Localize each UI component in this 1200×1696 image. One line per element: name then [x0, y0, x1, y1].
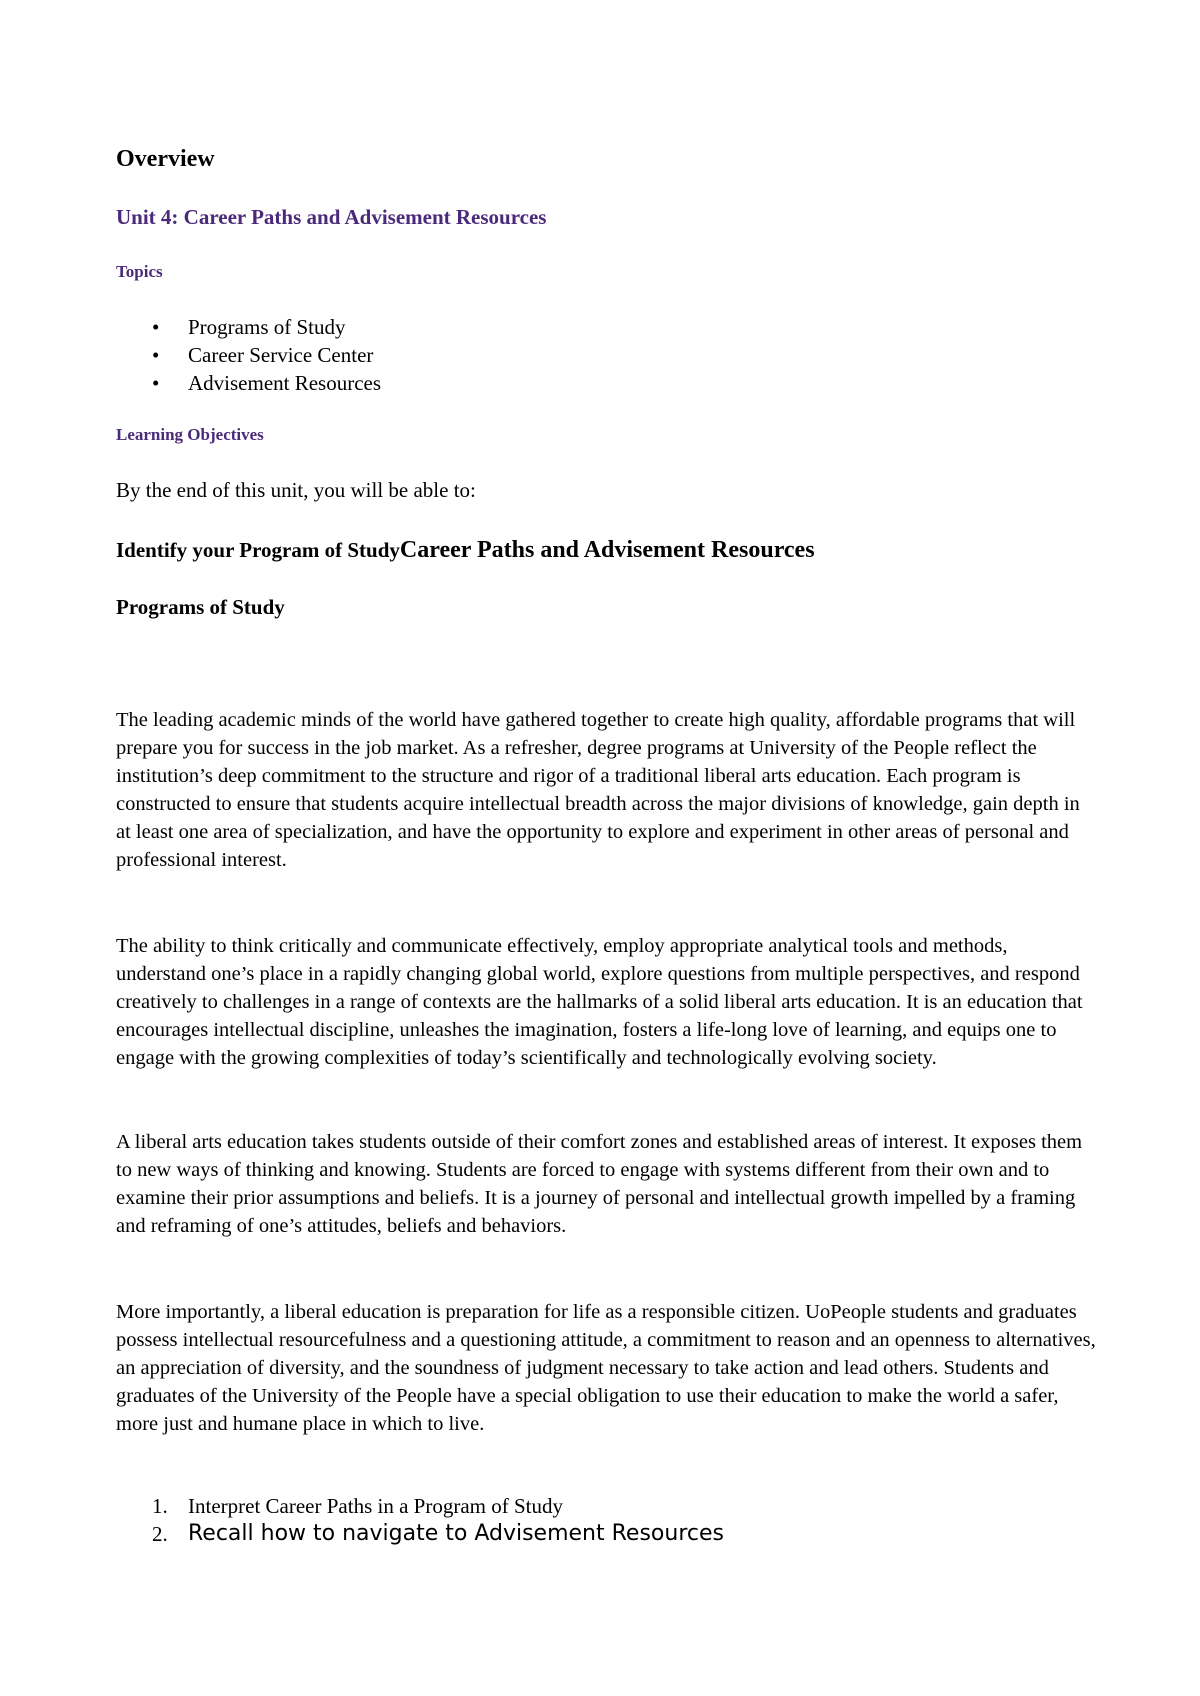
bullet-icon: •	[152, 315, 160, 339]
topic-item	[152, 341, 381, 369]
body-paragraph: The leading academic minds of the world have gathered together to create high quality, affordable programs that will prepare you for success in the job market. As a refresher, degree programs at University of the People reflect the institution’s deep commitment to the structure and rigor of a traditional liberal arts education. Each program is constructed to ensure that students acquire intellectual breadth across the major divisions of knowledge, gain depth in at least one area of specialization, and have the opportunity to explore and experiment in other areas of personal and professional interest.	[116, 709, 1080, 871]
overview-heading: Overview	[116, 146, 215, 172]
topic-item	[152, 313, 381, 341]
objective-item	[152, 1520, 724, 1548]
identify-heading	[116, 537, 815, 564]
objective-number: 1.	[152, 1494, 168, 1518]
learning-objectives-heading: Learning Objectives	[116, 425, 264, 444]
bullet-icon: •	[152, 343, 160, 367]
topic-item	[152, 369, 381, 397]
objective-number: 2.	[152, 1522, 168, 1546]
body-paragraph: The ability to think critically and communicate effectively, employ appropriate analytical tools and methods, understand one’s place in a rapidly changing global world, explore questions from multiple perspectives, and respond creatively to challenges in a range of contexts are the hallmarks of a solid liberal arts education. It is an education that encourages intellectual discipline, unleashes the imagination, fosters a life-long love of learning, and equips one to engage with the growing complexities of today’s scientifically and technologically evolving society.	[116, 935, 1083, 1069]
objectives-list	[152, 1492, 724, 1548]
unit-title: Unit 4: Career Paths and Advisement Resources	[116, 205, 547, 229]
topics-list	[152, 313, 381, 397]
identify-heading-part2: Career Paths and Advisement Resources	[399, 537, 815, 563]
topic-label: Advisement Resources	[188, 371, 382, 395]
objective-text: Interpret Career Paths in a Program of Study	[188, 1494, 563, 1518]
programs-heading: Programs of Study	[116, 595, 285, 619]
objective-text: Recall how to navigate to Advisement Resources	[188, 1521, 724, 1546]
body-paragraph: A liberal arts education takes students outside of their comfort zones and established areas of interest. It exposes them to new ways of thinking and knowing. Students are forced to engage with systems different from their own and to examine their prior assumptions and beliefs. It is a journey of personal and intellectual growth impelled by a framing and reframing of one’s attitudes, beliefs and behaviors.	[116, 1131, 1083, 1237]
topics-heading: Topics	[116, 262, 163, 281]
body-paragraph: More importantly, a liberal education is preparation for life as a responsible citizen. UoPeople students and graduates possess intellectual resourcefulness and a questioning attitude, a commitment to reason and an openness to alternatives, an appreciation of diversity, and the soundness of judgment necessary to take action and lead others. Students and graduates of the University of the People have a special obligation to use their education to make the world a safer, more just and humane place in which to live.	[116, 1301, 1096, 1435]
bullet-icon: •	[152, 371, 160, 395]
topic-label: Career Service Center	[188, 343, 374, 367]
intro-text: By the end of this unit, you will be able to:	[116, 478, 476, 502]
topic-label: Programs of Study	[188, 315, 346, 339]
identify-heading-part1: Identify your Program of Study	[116, 538, 400, 562]
objective-item	[152, 1492, 724, 1520]
